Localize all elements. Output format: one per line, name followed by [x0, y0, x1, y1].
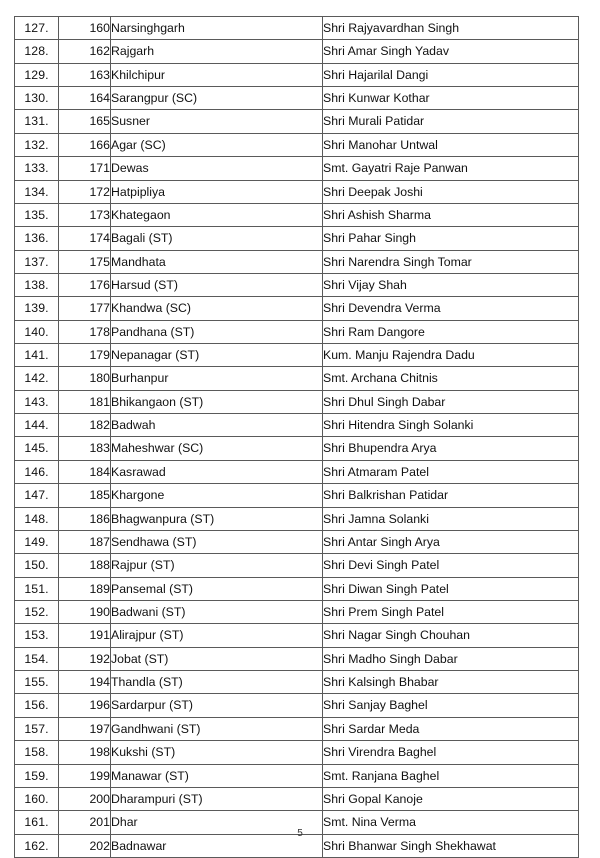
cell-constituency-number: 187	[59, 530, 111, 553]
cell-constituency-name: Nepanagar (ST)	[111, 344, 323, 367]
cell-constituency-number: 173	[59, 203, 111, 226]
table-row	[15, 87, 579, 110]
cell-candidate-name: Shri Prem Singh Patel	[323, 600, 579, 623]
table-row	[15, 717, 579, 740]
cell-candidate-name: Shri Devendra Verma	[323, 297, 579, 320]
cell-serial-number: 160.	[15, 787, 59, 810]
cell-constituency-name: Badnawar	[111, 834, 323, 857]
cell-serial-number: 137.	[15, 250, 59, 273]
cell-constituency-name: Rajgarh	[111, 40, 323, 63]
table-row	[15, 507, 579, 530]
table-row	[15, 203, 579, 226]
cell-serial-number: 150.	[15, 554, 59, 577]
cell-candidate-name: Smt. Gayatri Raje Panwan	[323, 157, 579, 180]
cell-candidate-name: Shri Atmaram Patel	[323, 460, 579, 483]
cell-constituency-name: Gandhwani (ST)	[111, 717, 323, 740]
cell-candidate-name: Shri Ram Dangore	[323, 320, 579, 343]
candidate-table-container	[14, 16, 578, 858]
cell-candidate-name: Shri Madho Singh Dabar	[323, 647, 579, 670]
cell-constituency-number: 177	[59, 297, 111, 320]
cell-candidate-name: Smt. Archana Chitnis	[323, 367, 579, 390]
table-row	[15, 344, 579, 367]
cell-constituency-number: 184	[59, 460, 111, 483]
table-row	[15, 250, 579, 273]
cell-candidate-name: Shri Hitendra Singh Solanki	[323, 414, 579, 437]
table-row	[15, 320, 579, 343]
table-row	[15, 671, 579, 694]
cell-constituency-name: Bhagwanpura (ST)	[111, 507, 323, 530]
cell-candidate-name: Smt. Nina Verma	[323, 811, 579, 834]
table-row	[15, 764, 579, 787]
cell-candidate-name: Shri Murali Patidar	[323, 110, 579, 133]
table-row	[15, 600, 579, 623]
cell-constituency-number: 162	[59, 40, 111, 63]
cell-constituency-number: 165	[59, 110, 111, 133]
cell-constituency-name: Jobat (ST)	[111, 647, 323, 670]
cell-candidate-name: Shri Virendra Baghel	[323, 741, 579, 764]
cell-constituency-number: 160	[59, 17, 111, 40]
cell-serial-number: 161.	[15, 811, 59, 834]
cell-constituency-number: 172	[59, 180, 111, 203]
cell-constituency-name: Harsud (ST)	[111, 273, 323, 296]
table-row	[15, 741, 579, 764]
table-row	[15, 157, 579, 180]
cell-serial-number: 154.	[15, 647, 59, 670]
cell-constituency-name: Kasrawad	[111, 460, 323, 483]
cell-constituency-number: 188	[59, 554, 111, 577]
cell-candidate-name: Shri Vijay Shah	[323, 273, 579, 296]
table-row	[15, 554, 579, 577]
cell-constituency-number: 194	[59, 671, 111, 694]
table-row	[15, 133, 579, 156]
cell-serial-number: 141.	[15, 344, 59, 367]
cell-serial-number: 128.	[15, 40, 59, 63]
cell-constituency-name: Khargone	[111, 484, 323, 507]
cell-constituency-name: Khategaon	[111, 203, 323, 226]
cell-candidate-name: Kum. Manju Rajendra Dadu	[323, 344, 579, 367]
table-row	[15, 297, 579, 320]
cell-serial-number: 134.	[15, 180, 59, 203]
table-row	[15, 110, 579, 133]
cell-constituency-number: 201	[59, 811, 111, 834]
cell-constituency-name: Susner	[111, 110, 323, 133]
cell-constituency-number: 164	[59, 87, 111, 110]
table-row	[15, 414, 579, 437]
cell-constituency-number: 182	[59, 414, 111, 437]
cell-candidate-name: Shri Sanjay Baghel	[323, 694, 579, 717]
cell-serial-number: 158.	[15, 741, 59, 764]
cell-candidate-name: Shri Jamna Solanki	[323, 507, 579, 530]
cell-constituency-number: 192	[59, 647, 111, 670]
cell-candidate-name: Shri Rajyavardhan Singh	[323, 17, 579, 40]
cell-constituency-name: Burhanpur	[111, 367, 323, 390]
cell-constituency-name: Narsinghgarh	[111, 17, 323, 40]
cell-candidate-name: Shri Nagar Singh Chouhan	[323, 624, 579, 647]
cell-constituency-number: 191	[59, 624, 111, 647]
table-row	[15, 63, 579, 86]
cell-serial-number: 149.	[15, 530, 59, 553]
cell-candidate-name: Shri Narendra Singh Tomar	[323, 250, 579, 273]
cell-candidate-name: Shri Kunwar Kothar	[323, 87, 579, 110]
cell-constituency-number: 163	[59, 63, 111, 86]
cell-constituency-number: 178	[59, 320, 111, 343]
cell-candidate-name: Smt. Ranjana Baghel	[323, 764, 579, 787]
cell-serial-number: 152.	[15, 600, 59, 623]
cell-serial-number: 157.	[15, 717, 59, 740]
cell-constituency-name: Dewas	[111, 157, 323, 180]
cell-serial-number: 140.	[15, 320, 59, 343]
cell-constituency-name: Dharampuri (ST)	[111, 787, 323, 810]
cell-constituency-number: 175	[59, 250, 111, 273]
cell-candidate-name: Shri Kalsingh Bhabar	[323, 671, 579, 694]
cell-candidate-name: Shri Bhupendra Arya	[323, 437, 579, 460]
table-row	[15, 390, 579, 413]
cell-constituency-number: 183	[59, 437, 111, 460]
cell-constituency-number: 179	[59, 344, 111, 367]
cell-constituency-name: Pansemal (ST)	[111, 577, 323, 600]
cell-constituency-name: Badwani (ST)	[111, 600, 323, 623]
cell-constituency-name: Mandhata	[111, 250, 323, 273]
cell-constituency-number: 185	[59, 484, 111, 507]
cell-constituency-name: Sendhawa (ST)	[111, 530, 323, 553]
table-row	[15, 624, 579, 647]
cell-serial-number: 135.	[15, 203, 59, 226]
cell-constituency-number: 202	[59, 834, 111, 857]
table-row	[15, 273, 579, 296]
cell-constituency-name: Pandhana (ST)	[111, 320, 323, 343]
cell-serial-number: 144.	[15, 414, 59, 437]
cell-constituency-number: 186	[59, 507, 111, 530]
cell-constituency-name: Sarangpur (SC)	[111, 87, 323, 110]
page-number: 5	[297, 828, 303, 839]
cell-serial-number: 129.	[15, 63, 59, 86]
cell-constituency-name: Bhikangaon (ST)	[111, 390, 323, 413]
cell-constituency-name: Hatpipliya	[111, 180, 323, 203]
cell-constituency-name: Kukshi (ST)	[111, 741, 323, 764]
table-row	[15, 647, 579, 670]
cell-serial-number: 142.	[15, 367, 59, 390]
cell-serial-number: 148.	[15, 507, 59, 530]
cell-serial-number: 131.	[15, 110, 59, 133]
table-row	[15, 484, 579, 507]
cell-candidate-name: Shri Manohar Untwal	[323, 133, 579, 156]
table-row	[15, 227, 579, 250]
cell-serial-number: 143.	[15, 390, 59, 413]
cell-constituency-number: 197	[59, 717, 111, 740]
cell-constituency-number: 176	[59, 273, 111, 296]
cell-serial-number: 146.	[15, 460, 59, 483]
cell-serial-number: 153.	[15, 624, 59, 647]
cell-candidate-name: Shri Ashish Sharma	[323, 203, 579, 226]
cell-serial-number: 162.	[15, 834, 59, 857]
cell-serial-number: 138.	[15, 273, 59, 296]
cell-constituency-number: 199	[59, 764, 111, 787]
cell-serial-number: 136.	[15, 227, 59, 250]
cell-serial-number: 147.	[15, 484, 59, 507]
table-row	[15, 437, 579, 460]
cell-serial-number: 139.	[15, 297, 59, 320]
table-row	[15, 17, 579, 40]
cell-constituency-number: 189	[59, 577, 111, 600]
table-row	[15, 460, 579, 483]
cell-serial-number: 145.	[15, 437, 59, 460]
cell-candidate-name: Shri Gopal Kanoje	[323, 787, 579, 810]
cell-serial-number: 159.	[15, 764, 59, 787]
cell-constituency-name: Rajpur (ST)	[111, 554, 323, 577]
cell-serial-number: 156.	[15, 694, 59, 717]
table-row	[15, 180, 579, 203]
cell-constituency-name: Dhar	[111, 811, 323, 834]
cell-candidate-name: Shri Balkrishan Patidar	[323, 484, 579, 507]
cell-constituency-name: Maheshwar (SC)	[111, 437, 323, 460]
cell-serial-number: 151.	[15, 577, 59, 600]
table-row	[15, 577, 579, 600]
cell-constituency-number: 196	[59, 694, 111, 717]
cell-constituency-number: 180	[59, 367, 111, 390]
table-row	[15, 694, 579, 717]
cell-candidate-name: Shri Antar Singh Arya	[323, 530, 579, 553]
cell-serial-number: 155.	[15, 671, 59, 694]
cell-candidate-name: Shri Hajarilal Dangi	[323, 63, 579, 86]
cell-candidate-name: Shri Deepak Joshi	[323, 180, 579, 203]
candidate-table	[14, 16, 579, 858]
cell-constituency-number: 181	[59, 390, 111, 413]
cell-constituency-name: Khilchipur	[111, 63, 323, 86]
cell-serial-number: 132.	[15, 133, 59, 156]
cell-candidate-name: Shri Diwan Singh Patel	[323, 577, 579, 600]
cell-constituency-number: 166	[59, 133, 111, 156]
cell-constituency-name: Alirajpur (ST)	[111, 624, 323, 647]
cell-candidate-name: Shri Amar Singh Yadav	[323, 40, 579, 63]
cell-constituency-number: 171	[59, 157, 111, 180]
cell-candidate-name: Shri Bhanwar Singh Shekhawat	[323, 834, 579, 857]
cell-constituency-name: Sardarpur (ST)	[111, 694, 323, 717]
cell-candidate-name: Shri Dhul Singh Dabar	[323, 390, 579, 413]
cell-constituency-name: Khandwa (SC)	[111, 297, 323, 320]
cell-candidate-name: Shri Sardar Meda	[323, 717, 579, 740]
cell-constituency-number: 174	[59, 227, 111, 250]
cell-candidate-name: Shri Devi Singh Patel	[323, 554, 579, 577]
cell-constituency-name: Manawar (ST)	[111, 764, 323, 787]
cell-serial-number: 133.	[15, 157, 59, 180]
table-row	[15, 530, 579, 553]
cell-constituency-name: Thandla (ST)	[111, 671, 323, 694]
cell-constituency-name: Agar (SC)	[111, 133, 323, 156]
table-row	[15, 40, 579, 63]
table-row	[15, 787, 579, 810]
cell-candidate-name: Shri Pahar Singh	[323, 227, 579, 250]
cell-constituency-number: 200	[59, 787, 111, 810]
cell-constituency-number: 190	[59, 600, 111, 623]
candidate-table-body	[15, 17, 579, 858]
cell-serial-number: 127.	[15, 17, 59, 40]
table-row	[15, 367, 579, 390]
cell-constituency-name: Bagali (ST)	[111, 227, 323, 250]
cell-serial-number: 130.	[15, 87, 59, 110]
cell-constituency-number: 198	[59, 741, 111, 764]
cell-constituency-name: Badwah	[111, 414, 323, 437]
